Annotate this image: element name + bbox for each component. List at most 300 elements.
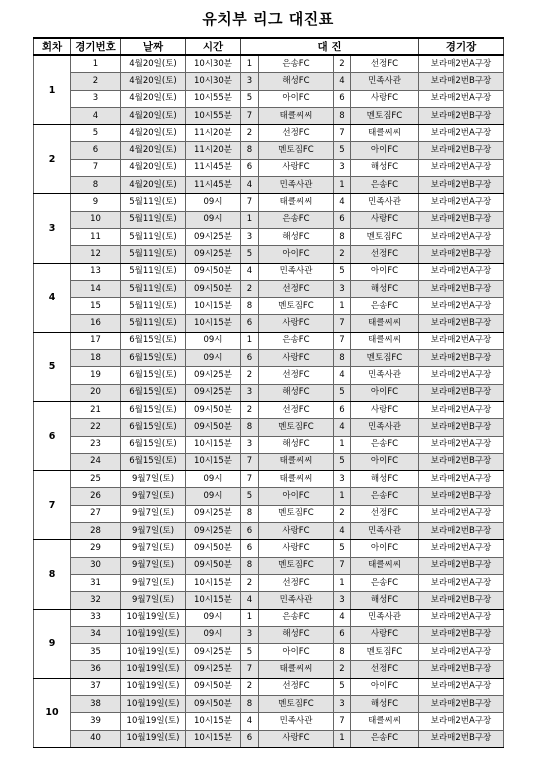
venue: 보라매2번A구장 [419, 194, 504, 211]
match-date: 5월11일(토) [121, 211, 186, 228]
home-team-number: 4 [241, 592, 259, 609]
venue: 보라매2번B구장 [419, 142, 504, 159]
venue: 보라매2번A구장 [419, 540, 504, 557]
match-row [34, 142, 504, 159]
away-team-number: 1 [334, 488, 351, 505]
match-row [34, 177, 504, 194]
match-row [34, 367, 504, 384]
away-team: 선정FC [351, 661, 419, 678]
home-team-number: 3 [241, 73, 259, 90]
venue: 보라매2번A구장 [419, 159, 504, 176]
away-team-number: 5 [334, 384, 351, 401]
home-team: 해성FC [259, 228, 334, 245]
away-team: 아이FC [351, 453, 419, 470]
match-time: 09시50분 [186, 401, 241, 418]
away-team-number: 5 [334, 540, 351, 557]
away-team: 멘토짐FC [351, 107, 419, 124]
home-team-number: 1 [241, 332, 259, 349]
header-row [34, 38, 504, 55]
away-team-number: 2 [334, 505, 351, 522]
match-date: 9월7일(토) [121, 505, 186, 522]
home-team: 멘토짐FC [259, 298, 334, 315]
match-date: 5월11일(토) [121, 246, 186, 263]
away-team-number: 3 [334, 695, 351, 712]
away-team: 선정FC [351, 55, 419, 73]
match-number: 35 [71, 644, 121, 661]
away-team: 은송FC [351, 436, 419, 453]
home-team-number: 5 [241, 246, 259, 263]
away-team: 멘토짐FC [351, 350, 419, 367]
match-date: 10월19일(토) [121, 695, 186, 712]
home-team: 사랑FC [259, 350, 334, 367]
match-number: 2 [71, 73, 121, 90]
header-round: 회차 [34, 38, 71, 55]
away-team: 은송FC [351, 177, 419, 194]
match-row [34, 730, 504, 747]
match-time: 09시25분 [186, 644, 241, 661]
away-team-number: 3 [334, 159, 351, 176]
match-row [34, 453, 504, 470]
table-header [34, 38, 504, 55]
away-team-number: 1 [334, 298, 351, 315]
match-date: 4월20일(토) [121, 159, 186, 176]
match-row [34, 315, 504, 332]
match-time: 09시50분 [186, 419, 241, 436]
match-date: 9월7일(토) [121, 557, 186, 574]
home-team-number: 3 [241, 626, 259, 643]
match-row [34, 107, 504, 124]
venue: 보라매2번A구장 [419, 574, 504, 591]
away-team-number: 6 [334, 211, 351, 228]
home-team: 사랑FC [259, 730, 334, 747]
match-row [34, 125, 504, 142]
match-number: 28 [71, 523, 121, 540]
round-number: 8 [34, 540, 71, 609]
home-team-number: 4 [241, 713, 259, 730]
header-match-number: 경기번호 [71, 38, 121, 55]
match-date: 5월11일(토) [121, 315, 186, 332]
home-team: 민족사관 [259, 592, 334, 609]
home-team-number: 6 [241, 315, 259, 332]
match-row [34, 678, 504, 695]
home-team-number: 6 [241, 730, 259, 747]
match-number: 26 [71, 488, 121, 505]
match-row [34, 713, 504, 730]
match-number: 40 [71, 730, 121, 747]
home-team-number: 8 [241, 505, 259, 522]
venue: 보라매2번A구장 [419, 55, 504, 73]
away-team-number: 4 [334, 419, 351, 436]
round-number: 6 [34, 401, 71, 470]
home-team: 사랑FC [259, 159, 334, 176]
match-time: 09시50분 [186, 678, 241, 695]
match-row [34, 557, 504, 574]
round-number: 10 [34, 678, 71, 747]
match-date: 6월15일(토) [121, 436, 186, 453]
match-number: 12 [71, 246, 121, 263]
match-date: 4월20일(토) [121, 90, 186, 107]
away-team-number: 1 [334, 730, 351, 747]
away-team-number: 1 [334, 574, 351, 591]
home-team: 은송FC [259, 211, 334, 228]
venue: 보라매2번A구장 [419, 505, 504, 522]
away-team: 아이FC [351, 678, 419, 695]
match-row [34, 401, 504, 418]
venue: 보라매2번A구장 [419, 228, 504, 245]
away-team-number: 4 [334, 523, 351, 540]
home-team: 사랑FC [259, 523, 334, 540]
venue: 보라매2번B구장 [419, 626, 504, 643]
home-team: 민족사관 [259, 713, 334, 730]
away-team-number: 6 [334, 90, 351, 107]
venue: 보라매2번B구장 [419, 557, 504, 574]
home-team: 해성FC [259, 384, 334, 401]
home-team-number: 8 [241, 419, 259, 436]
match-row [34, 644, 504, 661]
venue: 보라매2번B구장 [419, 280, 504, 297]
match-time: 10시15분 [186, 592, 241, 609]
match-number: 20 [71, 384, 121, 401]
match-time: 09시 [186, 211, 241, 228]
home-team-number: 6 [241, 523, 259, 540]
match-row [34, 523, 504, 540]
match-number: 39 [71, 713, 121, 730]
home-team: 태클씨씨 [259, 661, 334, 678]
home-team: 은송FC [259, 609, 334, 626]
home-team: 은송FC [259, 332, 334, 349]
venue: 보라매2번B구장 [419, 350, 504, 367]
match-time: 09시50분 [186, 557, 241, 574]
away-team-number: 3 [334, 280, 351, 297]
match-row [34, 332, 504, 349]
match-time: 10시55분 [186, 90, 241, 107]
match-time: 09시50분 [186, 280, 241, 297]
match-number: 4 [71, 107, 121, 124]
match-date: 9월7일(토) [121, 471, 186, 488]
home-team: 은송FC [259, 55, 334, 73]
match-number: 22 [71, 419, 121, 436]
home-team: 선정FC [259, 401, 334, 418]
away-team-number: 4 [334, 367, 351, 384]
venue: 보라매2번A구장 [419, 263, 504, 280]
match-time: 09시25분 [186, 384, 241, 401]
home-team: 아이FC [259, 644, 334, 661]
round-number: 4 [34, 263, 71, 332]
match-row [34, 194, 504, 211]
match-row [34, 228, 504, 245]
match-date: 10월19일(토) [121, 609, 186, 626]
header-date: 날짜 [121, 38, 186, 55]
home-team-number: 5 [241, 90, 259, 107]
match-date: 5월11일(토) [121, 280, 186, 297]
venue: 보라매2번B구장 [419, 107, 504, 124]
match-number: 1 [71, 55, 121, 73]
match-row [34, 592, 504, 609]
match-number: 13 [71, 263, 121, 280]
home-team: 선정FC [259, 574, 334, 591]
venue: 보라매2번A구장 [419, 125, 504, 142]
venue: 보라매2번B구장 [419, 695, 504, 712]
away-team: 민족사관 [351, 419, 419, 436]
match-time: 09시50분 [186, 695, 241, 712]
home-team-number: 3 [241, 436, 259, 453]
home-team: 멘토짐FC [259, 557, 334, 574]
home-team: 태클씨씨 [259, 107, 334, 124]
match-time: 11시20분 [186, 125, 241, 142]
home-team-number: 8 [241, 557, 259, 574]
match-date: 6월15일(토) [121, 401, 186, 418]
match-date: 5월11일(토) [121, 263, 186, 280]
home-team: 민족사관 [259, 177, 334, 194]
match-time: 09시 [186, 626, 241, 643]
match-number: 3 [71, 90, 121, 107]
match-date: 6월15일(토) [121, 350, 186, 367]
venue: 보라매2번A구장 [419, 298, 504, 315]
match-row [34, 436, 504, 453]
away-team-number: 1 [334, 177, 351, 194]
home-team-number: 3 [241, 384, 259, 401]
match-number: 33 [71, 609, 121, 626]
venue: 보라매2번A구장 [419, 436, 504, 453]
home-team: 선정FC [259, 678, 334, 695]
match-time: 09시25분 [186, 505, 241, 522]
match-row [34, 159, 504, 176]
away-team: 사랑FC [351, 401, 419, 418]
home-team: 아이FC [259, 90, 334, 107]
home-team: 선정FC [259, 125, 334, 142]
home-team: 선정FC [259, 367, 334, 384]
round-number: 2 [34, 125, 71, 194]
home-team: 해성FC [259, 626, 334, 643]
away-team: 멘토짐FC [351, 644, 419, 661]
match-row [34, 609, 504, 626]
home-team-number: 7 [241, 471, 259, 488]
match-number: 21 [71, 401, 121, 418]
match-number: 38 [71, 695, 121, 712]
away-team: 아이FC [351, 263, 419, 280]
match-number: 34 [71, 626, 121, 643]
match-row [34, 90, 504, 107]
venue: 보라매2번A구장 [419, 90, 504, 107]
away-team: 해성FC [351, 280, 419, 297]
match-time: 10시15분 [186, 453, 241, 470]
match-number: 24 [71, 453, 121, 470]
away-team: 민족사관 [351, 523, 419, 540]
match-date: 9월7일(토) [121, 574, 186, 591]
away-team: 은송FC [351, 488, 419, 505]
away-team: 해성FC [351, 159, 419, 176]
match-date: 4월20일(토) [121, 177, 186, 194]
match-time: 09시50분 [186, 263, 241, 280]
home-team-number: 3 [241, 228, 259, 245]
round-number: 3 [34, 194, 71, 263]
match-date: 10월19일(토) [121, 713, 186, 730]
venue: 보라매2번A구장 [419, 401, 504, 418]
home-team: 선정FC [259, 280, 334, 297]
home-team-number: 4 [241, 177, 259, 194]
match-time: 10시15분 [186, 315, 241, 332]
away-team: 사랑FC [351, 211, 419, 228]
match-number: 5 [71, 125, 121, 142]
home-team: 아이FC [259, 488, 334, 505]
round-number: 9 [34, 609, 71, 678]
venue: 보라매2번B구장 [419, 453, 504, 470]
match-row [34, 211, 504, 228]
away-team: 사랑FC [351, 626, 419, 643]
home-team: 해성FC [259, 73, 334, 90]
match-row [34, 280, 504, 297]
away-team: 민족사관 [351, 194, 419, 211]
home-team: 멘토짐FC [259, 695, 334, 712]
match-time: 09시 [186, 471, 241, 488]
away-team-number: 2 [334, 246, 351, 263]
match-number: 19 [71, 367, 121, 384]
match-row [34, 298, 504, 315]
home-team-number: 7 [241, 453, 259, 470]
match-time: 09시 [186, 609, 241, 626]
away-team: 아이FC [351, 142, 419, 159]
match-row [34, 488, 504, 505]
match-date: 6월15일(토) [121, 332, 186, 349]
away-team: 사랑FC [351, 90, 419, 107]
away-team-number: 8 [334, 107, 351, 124]
away-team: 태클씨씨 [351, 315, 419, 332]
away-team-number: 8 [334, 350, 351, 367]
venue: 보라매2번A구장 [419, 713, 504, 730]
document-title: 유치부 리그 대진표 [202, 10, 334, 28]
away-team: 은송FC [351, 574, 419, 591]
venue: 보라매2번B구장 [419, 73, 504, 90]
match-row [34, 263, 504, 280]
home-team-number: 5 [241, 644, 259, 661]
match-row [34, 574, 504, 591]
round-number: 5 [34, 332, 71, 401]
match-date: 5월11일(토) [121, 298, 186, 315]
match-date: 4월20일(토) [121, 142, 186, 159]
match-row [34, 350, 504, 367]
away-team: 태클씨씨 [351, 557, 419, 574]
home-team-number: 5 [241, 488, 259, 505]
match-date: 5월11일(토) [121, 228, 186, 245]
match-number: 29 [71, 540, 121, 557]
home-team: 멘토짐FC [259, 419, 334, 436]
match-number: 31 [71, 574, 121, 591]
match-date: 6월15일(토) [121, 453, 186, 470]
match-row [34, 626, 504, 643]
home-team-number: 4 [241, 263, 259, 280]
home-team-number: 6 [241, 540, 259, 557]
match-number: 23 [71, 436, 121, 453]
away-team: 해성FC [351, 592, 419, 609]
home-team-number: 2 [241, 574, 259, 591]
venue: 보라매2번A구장 [419, 471, 504, 488]
away-team-number: 7 [334, 315, 351, 332]
home-team: 멘토짐FC [259, 142, 334, 159]
match-time: 09시 [186, 332, 241, 349]
home-team-number: 2 [241, 280, 259, 297]
venue: 보라매2번B구장 [419, 246, 504, 263]
home-team-number: 6 [241, 350, 259, 367]
match-number: 14 [71, 280, 121, 297]
home-team: 아이FC [259, 246, 334, 263]
home-team-number: 1 [241, 55, 259, 73]
home-team-number: 2 [241, 367, 259, 384]
match-number: 8 [71, 177, 121, 194]
match-date: 10월19일(토) [121, 661, 186, 678]
match-row [34, 384, 504, 401]
home-team: 사랑FC [259, 540, 334, 557]
venue: 보라매2번B구장 [419, 315, 504, 332]
match-time: 09시25분 [186, 228, 241, 245]
venue: 보라매2번B구장 [419, 177, 504, 194]
match-row [34, 55, 504, 73]
header-matchup: 대 진 [241, 38, 419, 55]
match-number: 11 [71, 228, 121, 245]
match-date: 4월20일(토) [121, 107, 186, 124]
match-number: 32 [71, 592, 121, 609]
match-row [34, 540, 504, 557]
venue: 보라매2번A구장 [419, 367, 504, 384]
match-number: 30 [71, 557, 121, 574]
match-date: 10월19일(토) [121, 678, 186, 695]
away-team-number: 4 [334, 194, 351, 211]
away-team-number: 7 [334, 557, 351, 574]
away-team-number: 3 [334, 592, 351, 609]
away-team: 선정FC [351, 505, 419, 522]
home-team: 민족사관 [259, 263, 334, 280]
match-number: 6 [71, 142, 121, 159]
match-time: 10시15분 [186, 730, 241, 747]
match-date: 10월19일(토) [121, 730, 186, 747]
match-date: 4월20일(토) [121, 125, 186, 142]
away-team-number: 5 [334, 263, 351, 280]
home-team-number: 2 [241, 678, 259, 695]
match-time: 11시20분 [186, 142, 241, 159]
away-team: 태클씨씨 [351, 125, 419, 142]
away-team-number: 3 [334, 471, 351, 488]
away-team-number: 4 [334, 73, 351, 90]
match-number: 9 [71, 194, 121, 211]
match-date: 6월15일(토) [121, 419, 186, 436]
match-time: 09시25분 [186, 246, 241, 263]
home-team: 태클씨씨 [259, 453, 334, 470]
away-team: 민족사관 [351, 367, 419, 384]
away-team-number: 1 [334, 436, 351, 453]
venue: 보라매2번A구장 [419, 609, 504, 626]
venue: 보라매2번B구장 [419, 730, 504, 747]
match-row [34, 246, 504, 263]
match-date: 9월7일(토) [121, 488, 186, 505]
match-date: 4월20일(토) [121, 55, 186, 73]
match-time: 10시15분 [186, 574, 241, 591]
match-date: 9월7일(토) [121, 540, 186, 557]
match-number: 15 [71, 298, 121, 315]
venue: 보라매2번B구장 [419, 592, 504, 609]
home-team-number: 2 [241, 401, 259, 418]
venue: 보라매2번A구장 [419, 678, 504, 695]
round-number: 7 [34, 471, 71, 540]
away-team-number: 7 [334, 332, 351, 349]
round-number: 1 [34, 55, 71, 125]
away-team-number: 5 [334, 678, 351, 695]
match-date: 6월15일(토) [121, 384, 186, 401]
away-team: 선정FC [351, 246, 419, 263]
away-team-number: 5 [334, 453, 351, 470]
match-row [34, 471, 504, 488]
match-number: 18 [71, 350, 121, 367]
venue: 보라매2번B구장 [419, 523, 504, 540]
match-number: 7 [71, 159, 121, 176]
